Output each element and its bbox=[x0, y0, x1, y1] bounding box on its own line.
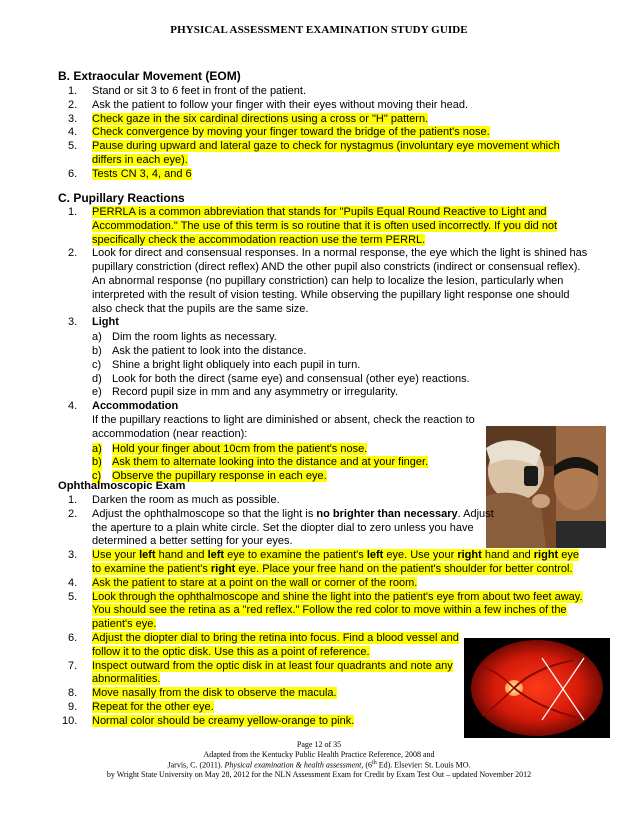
list-item: 5. Pause during upward and lateral gaze to check for nystagmus (involuntary eye movement which differs in each eye). bbox=[68, 140, 560, 166]
list-item: 4. Check convergence by moving your finger toward the bridge of the patient's nose. bbox=[68, 126, 490, 139]
page-footer bbox=[0, 740, 638, 780]
list-item: 10. Normal color should be creamy yellow-orange to pink. bbox=[62, 714, 355, 727]
sub-item: c) Observe the pupillary response in each eye. bbox=[92, 470, 327, 483]
section-b-list bbox=[58, 85, 588, 182]
list-item: 6. Tests CN 3, 4, and 6 bbox=[68, 167, 192, 180]
page-header: PHYSICAL ASSESSMENT EXAMINATION STUDY GUIDE bbox=[170, 24, 468, 36]
list-item: 2. Ask the patient to follow your finger with their eyes without moving their head. bbox=[68, 98, 469, 111]
section-c-title: C. Pupillary Reactions bbox=[58, 191, 185, 205]
footer-line-2: Jarvis, C. (2011). Physical examination & health assessment, (6th Ed). Elsevier: St. Louis MO. bbox=[167, 760, 471, 770]
list-item: 9. Repeat for the other eye. bbox=[68, 700, 214, 713]
section-b-title: B. Extraocular Movement (EOM) bbox=[58, 69, 241, 83]
accommodation-label: Accommodation bbox=[92, 400, 179, 413]
list-item: 4. Ask the patient to stare at a point on the wall or corner of the room. bbox=[68, 576, 418, 589]
list-item: 3. Check gaze in the six cardinal directions using a cross or "H" pattern. bbox=[68, 112, 429, 125]
sub-item: d) Look for both the direct (same eye) and consensual (other eye) reactions. bbox=[92, 372, 470, 385]
sub-item: b) Ask them to alternate looking into the distance and at your finger. bbox=[92, 456, 429, 469]
list-item: 1. Stand or sit 3 to 6 feet in front of the patient. bbox=[68, 85, 307, 97]
sub-item: a) Hold your finger about 10cm from the patient's nose. bbox=[92, 442, 368, 455]
list-item: 1. PERRLA is a common abbreviation that stands for "Pupils Equal Round Reactive to Light and Accommodation." The use of this term is so routine that it is often used incorrectly. If you did not specifically check the accommodation reaction use the term PERRL. bbox=[68, 206, 558, 246]
light-label: Light bbox=[92, 316, 119, 329]
page-number: Page 12 of 35 bbox=[296, 740, 342, 749]
list-item: 2. Adjust the ophthalmoscope so that the light is no brighter than necessary. Adjust the aperture to a plain white circle. Set the diopter dial to zero unless you have determined a better setting for your eyes. bbox=[68, 507, 494, 548]
footer-line-3: by Wright State University on May 28, 2012 for the NLN Assessment Exam for Credit by Exam Test Out – updated November 2012 bbox=[106, 770, 532, 780]
ophthalmoscopic-exam-title: Ophthalmoscopic Exam bbox=[58, 480, 186, 492]
list-item: 8. Move nasally from the disk to observe the macula. bbox=[68, 687, 337, 700]
sub-item: b) Ask the patient to look into the distance. bbox=[92, 344, 307, 357]
retina-photo bbox=[464, 638, 610, 738]
list-item: 2. Look for direct and consensual responses. In a normal response, the eye which the light is shined has pupillary constriction (direct reflex) AND the other pupil also constricts (indirect or consensual reflex). An abnormal response (no pupillary constriction) can help to localize the lesion, particularly when interpreted with the result of vision testing. While observing the pupillary light response one should also check that the pupils are the same size. bbox=[68, 247, 588, 315]
sub-item: a) Dim the room lights as necessary. bbox=[92, 331, 277, 344]
list-item: 3. Use your left hand and left eye to examine the patient's left eye. Use your right hand and right eye to examine the patient's right eye. Place your free hand on the patient's shoulder for better control. bbox=[68, 549, 580, 575]
list-item: 4. Accommodation If the pupillary reactions to light are diminished or absent, check the reaction to accommodation (near reaction): a) Hold your finger about 10cm from the patient's nose. b) Ask them to alternate looking into the distance and at your finger. c) Observe the pupillary response in each eye. bbox=[58, 400, 588, 484]
list-item: 5. Look through the ophthalmoscope and shine the light into the patient's eye from about two feet away. You should see the retina as a "red reflex." Follow the red color to move within a few inches of the patient's eye. bbox=[68, 590, 583, 631]
list-item: 3. Light a) Dim the room lights as necessary. b) Ask the patient to look into the distance. c) Shine a bright light obliquely into each pupil in turn. d) Look for both the direct (same eye) and consensual (other eye) reactions. e) Record pupil size in mm and any asymmetry or irregularity. bbox=[58, 316, 588, 400]
list-item: 1. Darken the room as much as possible. bbox=[68, 494, 280, 506]
list-item: 7. Inspect outward from the optic disk in at least four quadrants and note any abnormalities. bbox=[68, 659, 453, 686]
footer-line-1: Adapted from the Kentucky Public Health Practice Reference, 2008 and bbox=[203, 749, 435, 759]
list-item: 6. Adjust the diopter dial to bring the retina into focus. Find a blood vessel and follow it to the optic disk. Use this as a point of reference. bbox=[68, 631, 459, 658]
sub-item: e) Record pupil size in mm and any asymmetry or irregularity. bbox=[92, 386, 398, 399]
sub-item: c) Shine a bright light obliquely into each pupil in turn. bbox=[92, 358, 361, 371]
accommodation-intro: If the pupillary reactions to light are diminished or absent, check the reaction to accommodation (near reaction): bbox=[92, 413, 475, 440]
